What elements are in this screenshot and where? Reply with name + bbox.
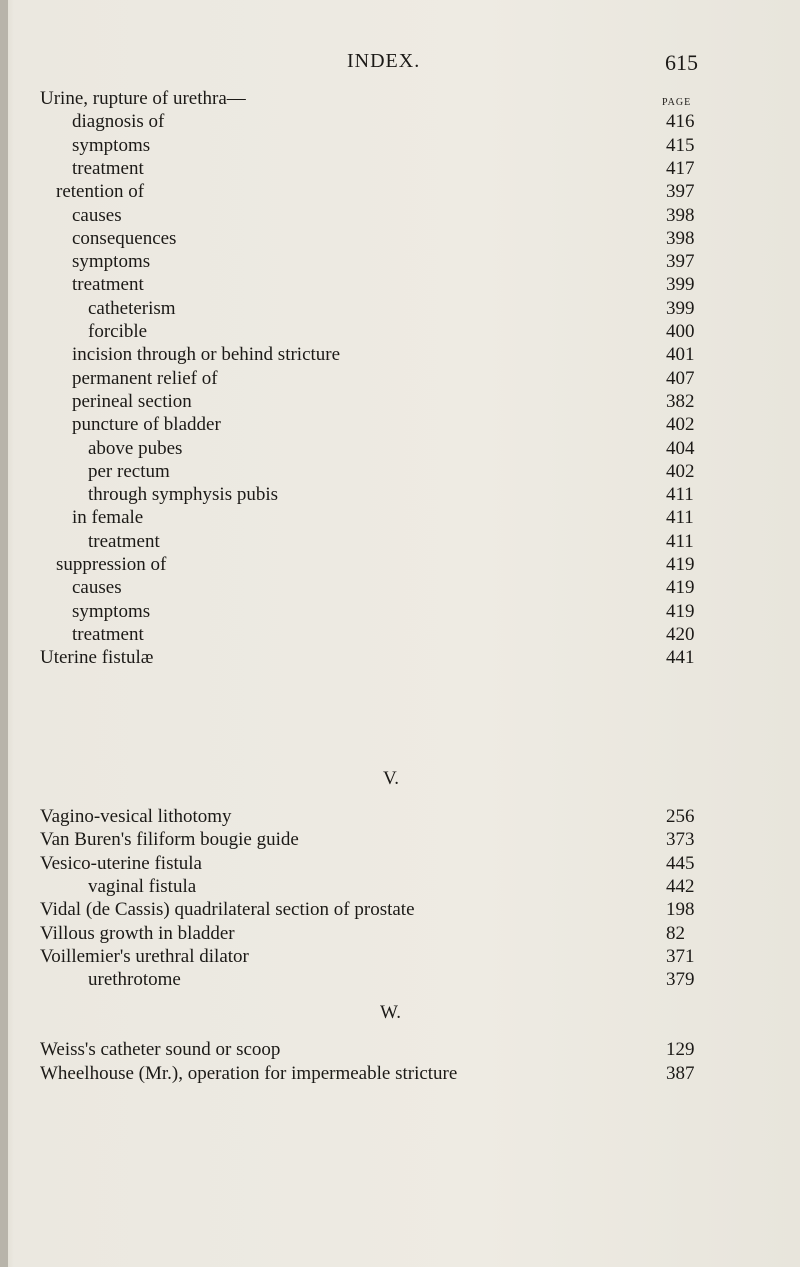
- entry-label: Vesico-uterine fistula: [40, 852, 202, 874]
- page-number: 615: [665, 50, 698, 75]
- index-entry: [88, 297, 720, 321]
- page-edge: [0, 0, 8, 1267]
- running-title: INDEX.: [347, 50, 421, 72]
- index-entry: [72, 157, 720, 181]
- entry-page-number: 411: [666, 484, 694, 506]
- index-entry: [88, 437, 720, 461]
- entry-page-number: 256: [666, 806, 695, 827]
- index-entry: [72, 227, 720, 251]
- entry-page-number: 398: [666, 227, 695, 249]
- index-entry: [40, 828, 720, 852]
- entry-page-number: 400: [666, 321, 695, 342]
- index-entry: [40, 1038, 720, 1062]
- index-entry: [56, 180, 720, 204]
- entry-page-number: 445: [666, 852, 695, 874]
- entry-label: permanent relief of: [72, 367, 218, 389]
- index-entry: [72, 273, 720, 297]
- entry-page-number: 419: [666, 600, 695, 622]
- entry-label: puncture of bladder: [72, 414, 221, 436]
- entry-label: symptoms: [72, 134, 151, 156]
- index-entry: [88, 483, 720, 507]
- entry-label: diagnosis of: [72, 111, 165, 133]
- index-entry: [56, 553, 720, 577]
- entry-page-number: 398: [666, 204, 695, 226]
- entry-label: treatment: [88, 530, 160, 552]
- entry-page-number: 401: [666, 344, 695, 366]
- entry-page-number: 402: [666, 414, 695, 436]
- index-entry: [72, 600, 720, 624]
- entry-label: catheterism: [88, 297, 176, 319]
- entry-page-number: 419: [666, 577, 695, 599]
- entry-label: incision through or behind stricture: [72, 344, 341, 366]
- index-entry: [72, 134, 720, 158]
- index-entry: [40, 898, 720, 922]
- index-entry: [72, 204, 720, 228]
- index-entry: [40, 646, 720, 670]
- index-entry: [40, 922, 720, 946]
- entry-label: symptoms: [72, 600, 151, 622]
- index-entry: [72, 506, 720, 530]
- entry-label: Van Buren's filiform bougie guide: [40, 829, 299, 851]
- entry-page-number: 402: [666, 460, 695, 482]
- entry-page-number: 441: [666, 647, 695, 669]
- page-header: [0, 50, 800, 80]
- entry-page-number: 404: [666, 437, 695, 459]
- entry-label: retention of: [56, 181, 145, 203]
- entry-label: Voillemier's urethral dilator: [40, 945, 249, 967]
- index-entry: [40, 852, 720, 876]
- index-entry: [72, 110, 720, 134]
- index-entry: [40, 87, 720, 111]
- entry-page-number: 387: [666, 1062, 695, 1084]
- index-entry: [72, 623, 720, 647]
- entry-page-number: 442: [666, 875, 695, 897]
- entry-page-number: 420: [666, 623, 695, 645]
- index-entry: [88, 460, 720, 484]
- index-entry: [72, 250, 720, 274]
- index-entry: [72, 367, 720, 391]
- entry-label: through symphysis pubis: [88, 484, 279, 506]
- entry-label: causes: [72, 577, 122, 599]
- entry-label: treatment: [72, 157, 144, 179]
- entry-label: forcible: [88, 321, 148, 342]
- index-entry: [40, 1062, 720, 1086]
- entry-label: causes: [72, 204, 122, 226]
- entry-label: symptoms: [72, 251, 151, 273]
- entry-label: in female: [72, 507, 144, 529]
- entry-label: perineal section: [72, 390, 192, 412]
- entry-page-number: 198: [666, 899, 695, 921]
- entry-label: suppression of: [56, 554, 167, 575]
- entry-label: per rectum: [88, 460, 170, 482]
- section-heading-w: W.: [380, 1002, 401, 1023]
- entry-label: vaginal fistula: [88, 875, 197, 897]
- index-entry: [72, 576, 720, 600]
- entry-page-number: 399: [666, 274, 695, 296]
- entry-page-number: 371: [666, 945, 695, 967]
- entry-page-number: 417: [666, 157, 695, 179]
- index-entry: [88, 875, 720, 899]
- entry-label: Vidal (de Cassis) quadrilateral section of prostate: [40, 899, 415, 921]
- entry-page-number: 82: [666, 922, 685, 944]
- index-entry: [72, 413, 720, 437]
- entry-label: consequences: [72, 227, 177, 249]
- index-entry: [88, 320, 720, 344]
- index-entry: [88, 530, 720, 554]
- entry-page-number: 411: [666, 530, 694, 552]
- entry-page-number: 416: [666, 111, 695, 133]
- entry-label: urethrotome: [88, 969, 181, 991]
- index-entry: [72, 390, 720, 414]
- index-entry: [72, 343, 720, 367]
- section-heading-v: V.: [383, 768, 400, 789]
- entry-page-number: 382: [666, 390, 695, 412]
- entry-page-number: 415: [666, 134, 695, 156]
- entry-page-number: 419: [666, 554, 695, 575]
- entry-page-number: 397: [666, 251, 695, 273]
- entry-page-number: 399: [666, 297, 695, 319]
- entry-page-number: 373: [666, 829, 695, 851]
- entry-label: treatment: [72, 274, 144, 296]
- entry-page-number: 407: [666, 367, 695, 389]
- entry-page-number: 379: [666, 969, 695, 991]
- entry-page-number: 411: [666, 507, 694, 529]
- index-entry: [40, 945, 720, 969]
- entry-label: Vagino-vesical lithotomy: [40, 806, 232, 827]
- entry-page-number: 397: [666, 181, 695, 203]
- entry-label: Urine, rupture of urethra—: [40, 88, 246, 109]
- entry-label: Villous growth in bladder: [40, 922, 235, 944]
- entry-label: Wheelhouse (Mr.), operation for impermeable stricture: [40, 1062, 458, 1084]
- index-entry: [88, 968, 720, 992]
- entry-page-number: 129: [666, 1039, 695, 1060]
- page-column-label: PAGE: [662, 97, 692, 108]
- entry-label: Uterine fistulæ: [40, 647, 154, 669]
- entry-label: above pubes: [88, 437, 183, 459]
- entry-label: treatment: [72, 623, 144, 645]
- index-entry: [40, 805, 720, 829]
- entry-label: Weiss's catheter sound or scoop: [40, 1039, 281, 1060]
